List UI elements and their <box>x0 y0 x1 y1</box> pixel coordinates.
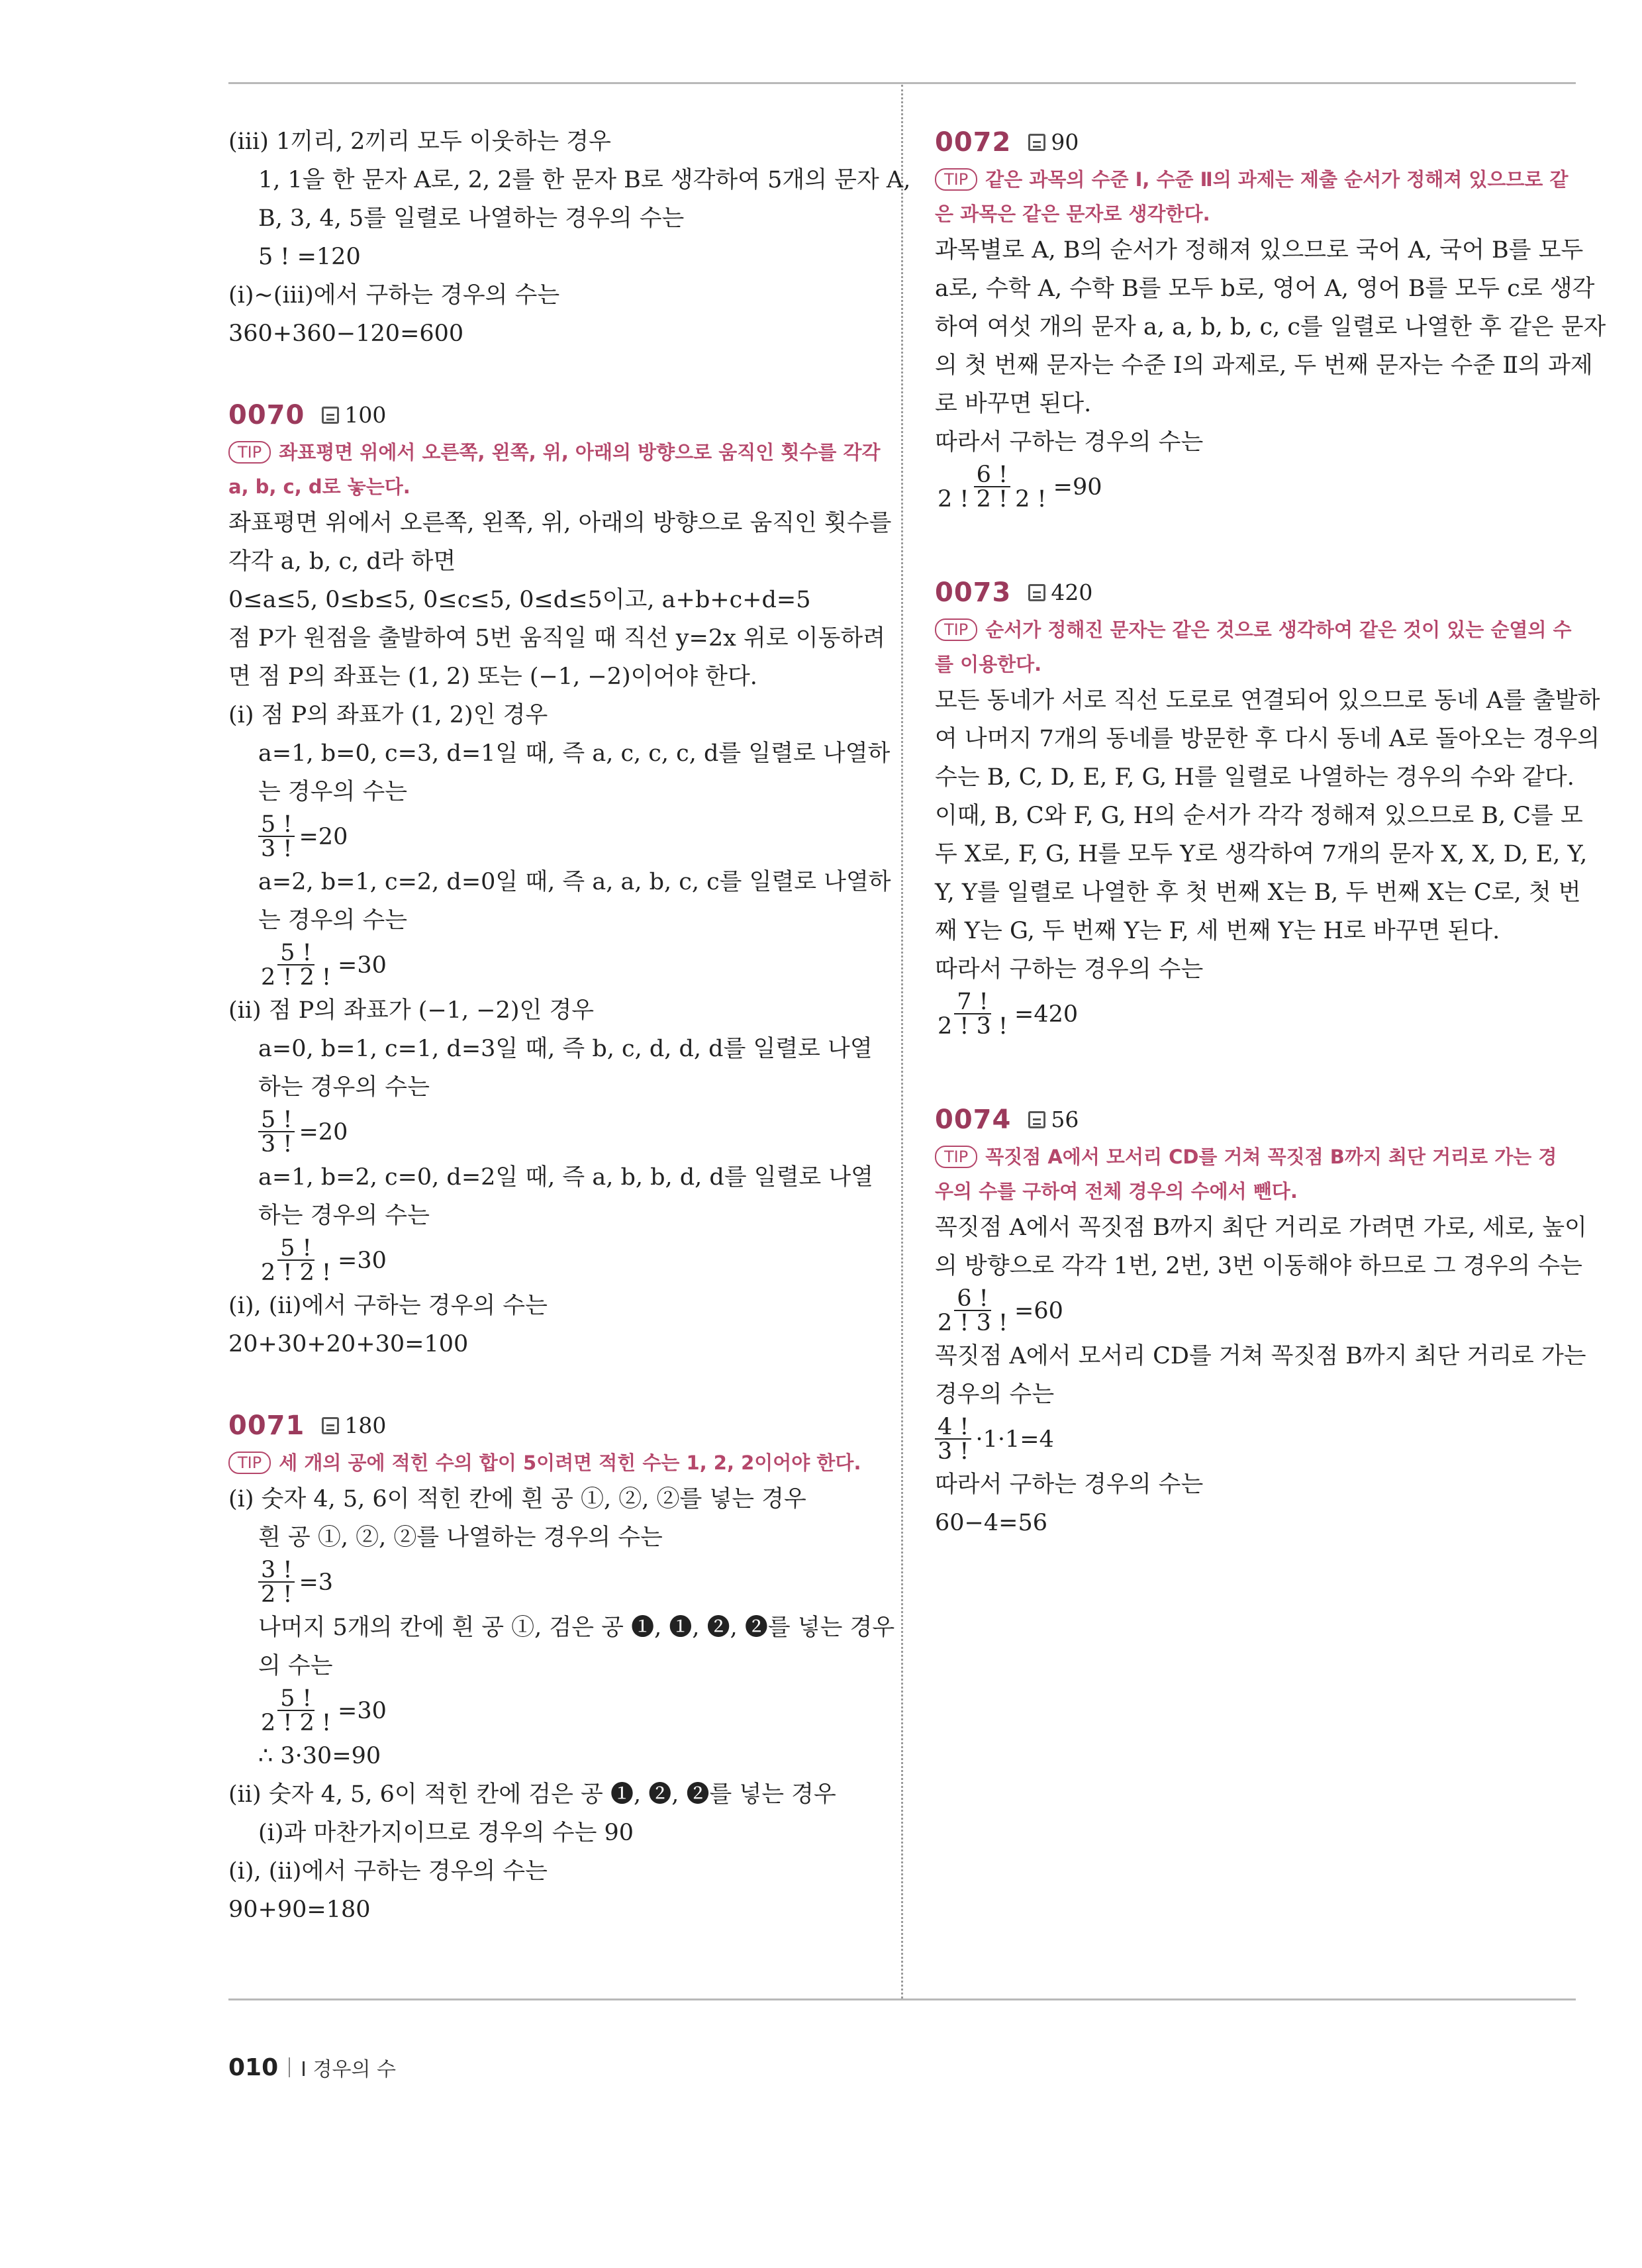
tip-text: a, b, c, d로 놓는다. <box>228 475 410 498</box>
text-line: 60−4=56 <box>935 1510 1047 1536</box>
column-divider <box>901 85 903 1998</box>
problem-number: 0071 <box>228 1410 305 1441</box>
left-column <box>228 123 911 1929</box>
text-line: a로, 수학 A, 수학 B를 모두 b로, 영어 A, 영어 B를 모두 c로 생각 <box>935 275 1595 302</box>
text-line: 두 X로, F, G, H를 모두 Y로 생각하여 7개의 문자 X, X, D, E, Y, <box>935 841 1588 867</box>
tip-box <box>935 1140 1576 1208</box>
text-line: ∴ 3·30=90 <box>258 1743 381 1769</box>
fraction-result: =20 <box>299 824 348 850</box>
problem-header-0074 <box>935 1100 1576 1140</box>
page-footer <box>228 2053 396 2082</box>
fraction-numerator: 7 ! <box>954 991 990 1014</box>
fraction-expression <box>228 1557 874 1608</box>
text-line: 5 ! =120 <box>258 244 361 270</box>
fraction-denominator: 2 ! <box>261 1581 293 1608</box>
text-line: (ⅰ), (ⅱ)에서 구하는 경우의 수는 <box>228 1858 548 1885</box>
text-line: Y, Y를 일렬로 나열한 후 첫 번째 X는 B, 두 번째 X는 C로, 첫 번 <box>935 879 1581 906</box>
answer-icon <box>322 407 339 424</box>
tip-badge: TIP <box>228 1452 271 1474</box>
fraction-numerator: 6 ! <box>954 1287 990 1311</box>
text-line: 는 경우의 수는 <box>258 779 408 805</box>
text-line: (ⅲ) 1끼리, 2끼리 모두 이웃하는 경우 <box>228 128 611 155</box>
text-line: 360+360−120=600 <box>228 320 464 347</box>
fraction-result: ·1·1=4 <box>975 1426 1054 1453</box>
fraction-result: =30 <box>338 1698 387 1724</box>
answer-value: 180 <box>344 1412 387 1438</box>
text-line: 하는 경우의 수는 <box>258 1203 430 1229</box>
answer-value: 420 <box>1051 579 1093 605</box>
fraction-expression <box>228 811 874 863</box>
problem-number: 0072 <box>935 127 1012 158</box>
tip-badge: TIP <box>935 168 977 191</box>
text-line: 0≤a≤5, 0≤b≤5, 0≤c≤5, 0≤d≤5이고, a+b+c+d=5 <box>228 587 811 613</box>
text-line: 각각 a, b, c, d라 하면 <box>228 548 456 575</box>
text-line: (ⅰ) 숫자 4, 5, 6이 적힌 칸에 흰 공 ①, ②, ②를 넣는 경우 <box>228 1486 806 1512</box>
fraction-denominator: 2 ! 2 ! <box>261 1259 332 1286</box>
text-line: 로 바꾸면 된다. <box>935 391 1092 417</box>
text-line: 꼭짓점 A에서 모서리 CD를 거쳐 꼭짓점 B까지 최단 거리로 가는 <box>935 1343 1586 1369</box>
bottom-rule <box>228 1998 1576 2000</box>
text-line: B, 3, 4, 5를 일렬로 나열하는 경우의 수는 <box>258 205 685 232</box>
fraction-numerator: 3 ! <box>258 1559 295 1583</box>
text-line: a=1, b=0, c=3, d=1일 때, 즉 a, c, c, c, d를 일렬로 나열하 <box>258 740 891 767</box>
text-line: (ⅱ) 숫자 4, 5, 6이 적힌 칸에 검은 공 ❶, ❷, ❷를 넣는 경우 <box>228 1781 836 1808</box>
text-line: 의 첫 번째 문자는 수준 Ⅰ의 과제로, 두 번째 문자는 수준 Ⅱ의 과제 <box>935 352 1593 379</box>
tip-box <box>935 613 1576 681</box>
problem-number: 0070 <box>228 400 305 430</box>
text-line: 따라서 구하는 경우의 수는 <box>935 429 1204 456</box>
fraction-expression <box>935 989 1576 1040</box>
text-line: 하는 경우의 수는 <box>258 1074 430 1101</box>
fraction-numerator: 4 ! <box>935 1416 971 1440</box>
text-line: 따라서 구하는 경우의 수는 <box>935 956 1204 983</box>
text-line: 따라서 구하는 경우의 수는 <box>935 1471 1204 1498</box>
fraction-numerator: 5 ! <box>277 1687 314 1711</box>
fraction-denominator: 2 ! 2 ! <box>261 964 332 991</box>
text-line: (ⅰ) 점 P의 좌표가 (1, 2)인 경우 <box>228 702 548 728</box>
answer-icon <box>1028 134 1045 151</box>
fraction-result: =30 <box>338 1248 387 1274</box>
tip-text: 은 과목은 같은 문자로 생각한다. <box>935 203 1210 225</box>
text-line: 면 점 P의 좌표는 (1, 2) 또는 (−1, −2)이어야 한다. <box>228 664 757 690</box>
text-line: 좌표평면 위에서 오른쪽, 왼쪽, 위, 아래의 방향으로 움직인 횟수를 <box>228 510 892 536</box>
fraction-expression <box>935 462 1576 513</box>
text-line: 째 Y는 G, 두 번째 Y는 F, 세 번째 Y는 H로 바꾸면 된다. <box>935 918 1500 944</box>
text-line: 나머지 5개의 칸에 흰 공 ①, 검은 공 ❶, ❶, ❷, ❷를 넣는 경우 <box>258 1614 895 1641</box>
fraction-result: =60 <box>1014 1298 1063 1324</box>
fraction-denominator: 2 ! 2 ! <box>261 1710 332 1736</box>
fraction-denominator: 2 ! 3 ! <box>938 1013 1008 1040</box>
fraction-result: =20 <box>299 1119 348 1146</box>
top-rule <box>228 82 1576 84</box>
answer-icon <box>1028 584 1045 601</box>
tip-text: 순서가 정해진 문자는 같은 것으로 생각하여 같은 것이 있는 순열의 수 <box>985 618 1572 641</box>
answer-value: 56 <box>1051 1107 1079 1132</box>
text-line: 모든 동네가 서로 직선 도로로 연결되어 있으므로 동네 A를 출발하 <box>935 687 1600 714</box>
text-line: (ⅰ)~(ⅲ)에서 구하는 경우의 수는 <box>228 282 560 309</box>
fraction-numerator: 5 ! <box>258 813 295 837</box>
tip-text: 같은 과목의 수준 Ⅰ, 수준 Ⅱ의 과제는 제출 순서가 정해져 있으므로 같 <box>985 168 1569 191</box>
text-line: 경우의 수는 <box>935 1381 1055 1408</box>
text-line: 는 경우의 수는 <box>258 907 408 934</box>
text-line: 흰 공 ①, ②, ②를 나열하는 경우의 수는 <box>258 1524 663 1551</box>
text-line: 이때, B, C와 F, G, H의 순서가 각각 정해져 있으므로 B, C를 모 <box>935 803 1583 829</box>
text-line: 1, 1을 한 문자 A로, 2, 2를 한 문자 B로 생각하여 5개의 문자 A, <box>258 167 911 193</box>
tip-box <box>228 435 881 504</box>
tip-text: 를 이용한다. <box>935 653 1042 675</box>
tip-text: 꼭짓점 A에서 모서리 CD를 거쳐 꼭짓점 B까지 최단 거리로 가는 경 <box>985 1146 1557 1168</box>
text-line: 여 나머지 7개의 동네를 방문한 후 다시 동네 A로 돌아오는 경우의 <box>935 726 1600 752</box>
fraction-denominator: 2 ! 3 ! <box>938 1310 1008 1336</box>
tip-badge: TIP <box>935 1146 977 1168</box>
problem-header-0071 <box>228 1406 874 1446</box>
right-column <box>935 123 1606 1542</box>
text-line: a=1, b=2, c=0, d=2일 때, 즉 a, b, b, d, d를 일렬로 나열 <box>258 1164 873 1191</box>
fraction-expression <box>935 1285 1576 1337</box>
problem-header-0073 <box>935 573 1576 613</box>
text-line: a=0, b=1, c=1, d=3일 때, 즉 b, c, d, d, d를 일렬로 나열 <box>258 1036 873 1062</box>
fraction-denominator: 3 ! <box>261 1131 293 1158</box>
solution-0069-tail <box>228 123 911 353</box>
fraction-result: =3 <box>299 1569 334 1596</box>
fraction-denominator: 2 ! 2 ! 2 ! <box>938 486 1047 513</box>
text-line: a=2, b=1, c=2, d=0일 때, 즉 a, a, b, c, c를 일렬로 나열하 <box>258 869 891 895</box>
fraction-expression <box>228 1107 874 1158</box>
fraction-expression <box>228 1235 874 1287</box>
fraction-numerator: 5 ! <box>277 1237 314 1261</box>
chapter-title: Ⅰ 경우의 수 <box>301 2058 396 2081</box>
text-line: 하여 여섯 개의 문자 a, a, b, b, c, c를 일렬로 나열한 후 같은 문자 <box>935 314 1606 340</box>
text-line: 꼭짓점 A에서 꼭짓점 B까지 최단 거리로 가려면 가로, 세로, 높이 <box>935 1214 1587 1241</box>
fraction-result: =90 <box>1053 474 1102 501</box>
answer-icon <box>1028 1111 1045 1128</box>
text-line: (ⅰ), (ⅱ)에서 구하는 경우의 수는 <box>228 1293 548 1319</box>
fraction-result: =30 <box>338 952 387 979</box>
text-line: 의 수는 <box>258 1653 333 1679</box>
text-line: (ⅰ)과 마찬가지이므로 경우의 수는 90 <box>258 1820 634 1846</box>
tip-box <box>935 162 1576 231</box>
problem-header-0070 <box>228 395 874 435</box>
tip-text: 우의 수를 구하여 전체 경우의 수에서 뺀다. <box>935 1180 1298 1203</box>
tip-text: 세 개의 공에 적힌 수의 합이 5이려면 적힌 수는 1, 2, 2이어야 한다. <box>279 1452 861 1474</box>
footer-separator <box>289 2057 290 2077</box>
tip-text: 좌표평면 위에서 오른쪽, 왼쪽, 위, 아래의 방향으로 움직인 횟수를 각각 <box>279 441 881 464</box>
text-line: 수는 B, C, D, E, F, G, H를 일렬로 나열하는 경우의 수와 같다. <box>935 764 1574 791</box>
text-line: 과목별로 A, B의 순서가 정해져 있으므로 국어 A, 국어 B를 모두 <box>935 237 1584 264</box>
page-number: 010 <box>228 2053 279 2081</box>
fraction-expression <box>935 1414 1576 1465</box>
answer-icon <box>322 1417 339 1434</box>
fraction-denominator: 3 ! <box>261 836 293 862</box>
tip-badge: TIP <box>935 618 977 641</box>
problem-header-0072 <box>935 123 1576 162</box>
fraction-numerator: 5 ! <box>258 1109 295 1132</box>
fraction-result: =420 <box>1014 1001 1079 1028</box>
text-line: 의 방향으로 각각 1번, 2번, 3번 이동해야 하므로 그 경우의 수는 <box>935 1253 1582 1279</box>
fraction-numerator: 5 ! <box>277 942 314 965</box>
fraction-denominator: 3 ! <box>938 1438 969 1465</box>
fraction-expression <box>228 1685 874 1737</box>
tip-badge: TIP <box>228 441 271 464</box>
text-line: 90+90=180 <box>228 1897 371 1923</box>
fraction-expression <box>228 940 874 991</box>
answer-value: 90 <box>1051 129 1079 155</box>
problem-number: 0074 <box>935 1105 1012 1135</box>
tip-box <box>228 1446 874 1480</box>
text-line: 점 P가 원점을 출발하여 5번 움직일 때 직선 y=2x 위로 이동하려 <box>228 625 886 652</box>
answer-value: 100 <box>344 402 387 428</box>
text-line: 20+30+20+30=100 <box>228 1331 469 1357</box>
fraction-numerator: 6 ! <box>974 464 1010 487</box>
text-line: (ⅱ) 점 P의 좌표가 (−1, −2)인 경우 <box>228 997 595 1024</box>
problem-number: 0073 <box>935 577 1012 608</box>
